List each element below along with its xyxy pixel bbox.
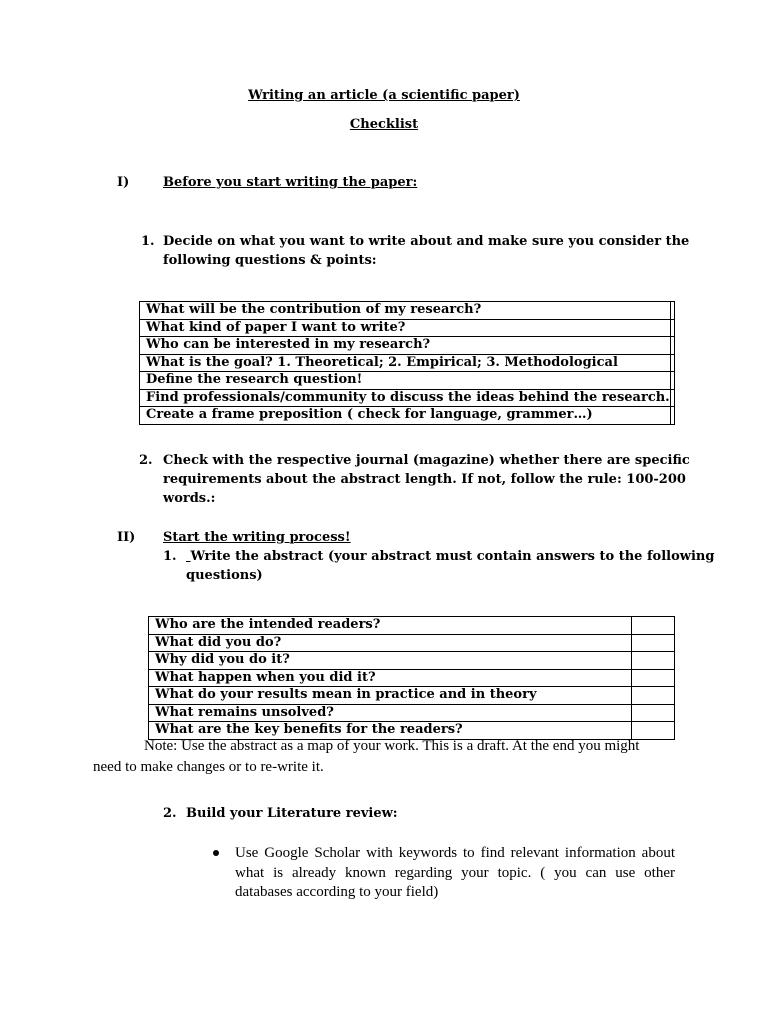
checklist-checkbox-cell[interactable] <box>632 669 675 687</box>
section-1-item-2-number: 2. <box>139 453 153 468</box>
section-2-heading: Start the writing process! <box>163 530 351 545</box>
checklist-row <box>149 722 675 740</box>
checklist-row <box>149 704 675 722</box>
note-line-2: need to make changes or to re-write it. <box>93 759 324 775</box>
checklist-question: Why did you do it? <box>149 652 632 670</box>
checklist-checkbox-cell[interactable] <box>632 687 675 705</box>
section-1-item-1-line-1: Decide on what you want to write about and make sure you consider the <box>163 234 690 249</box>
checklist-row <box>140 389 675 407</box>
checklist-checkbox-cell[interactable] <box>632 634 675 652</box>
checklist-checkbox-cell[interactable] <box>632 652 675 670</box>
section-1-item-2-line-2: requirements about the abstract length. If not, follow the rule: 100-200 <box>163 472 686 487</box>
checklist-row <box>140 302 675 320</box>
document-subtitle: Checklist <box>349 117 419 132</box>
checklist-question: What do your results mean in practice and in theory <box>149 687 632 705</box>
section-1-heading: Before you start writing the paper: <box>163 175 418 190</box>
checklist-row <box>149 669 675 687</box>
section-2-item-1-line-2: questions) <box>186 568 263 583</box>
checklist-question: Who are the intended readers? <box>149 617 632 635</box>
section-1-numeral: I) <box>117 175 130 190</box>
note-line-1: Note: Use the abstract as a map of your work. This is a draft. At the end you might <box>144 738 640 754</box>
checklist-question: Who can be interested in my research? <box>140 337 671 355</box>
checklist-checkbox-cell[interactable] <box>632 617 675 635</box>
section-1-item-2-line-3: words.: <box>163 491 216 506</box>
section-2-item-1-text: Write the abstract (your abstract must contain answers to the following <box>190 549 715 564</box>
bullet-line-2: what is already known regarding your topic. ( you can use other <box>235 864 675 881</box>
checklist-row <box>140 407 675 425</box>
checklist-table-2 <box>148 616 675 740</box>
bullet-dot <box>213 850 219 856</box>
checklist-question: Define the research question! <box>140 372 671 390</box>
section-2-item-1-line-1 <box>186 549 714 564</box>
section-2-numeral: II) <box>117 530 136 545</box>
document-title: Writing an article (a scientific paper) <box>248 88 520 103</box>
checklist-row <box>149 634 675 652</box>
checklist-question: Create a frame preposition ( check for language, grammer…) <box>140 407 671 425</box>
checklist-question: What will be the contribution of my research? <box>140 302 671 320</box>
section-1-item-2-line-1: Check with the respective journal (magazine) whether there are specific <box>163 453 690 468</box>
section-1-item-1-line-2: following questions & points: <box>163 253 377 268</box>
checklist-question: What is the goal? 1. Theoretical; 2. Empirical; 3. Methodological <box>140 354 671 372</box>
checklist-checkbox-cell[interactable] <box>632 704 675 722</box>
checklist-question: Find professionals/community to discuss the ideas behind the research. <box>140 389 671 407</box>
checklist-checkbox-cell[interactable] <box>670 407 674 425</box>
checklist-checkbox-cell[interactable] <box>670 319 674 337</box>
checklist-row <box>140 354 675 372</box>
checklist-row <box>149 617 675 635</box>
checklist-row <box>149 687 675 705</box>
checklist-question: What are the key benefits for the readers? <box>149 722 632 740</box>
checklist-question: What did you do? <box>149 634 632 652</box>
checklist-question: What happen when you did it? <box>149 669 632 687</box>
bullet-line-3: databases according to your field) <box>235 884 439 900</box>
bullet-paragraph <box>235 844 675 903</box>
checklist-table-1 <box>139 301 675 425</box>
checklist-checkbox-cell[interactable] <box>670 302 674 320</box>
checklist-checkbox-cell[interactable] <box>670 372 674 390</box>
checklist-checkbox-cell[interactable] <box>632 722 675 740</box>
section-2-item-1-number: 1. <box>163 549 177 564</box>
checklist-checkbox-cell[interactable] <box>670 337 674 355</box>
section-2-item-2-number: 2. <box>163 806 177 821</box>
checklist-question: What remains unsolved? <box>149 704 632 722</box>
checklist-checkbox-cell[interactable] <box>670 354 674 372</box>
checklist-question: What kind of paper I want to write? <box>140 319 671 337</box>
checklist-row <box>140 372 675 390</box>
section-1-item-1-number: 1. <box>141 234 155 249</box>
bullet-line-1: Use Google Scholar with keywords to find relevant information about <box>235 845 675 861</box>
checklist-row <box>140 319 675 337</box>
checklist-row <box>140 337 675 355</box>
checklist-row <box>149 652 675 670</box>
section-2-item-2-label: Build your Literature review: <box>186 806 398 821</box>
checklist-checkbox-cell[interactable] <box>670 389 674 407</box>
